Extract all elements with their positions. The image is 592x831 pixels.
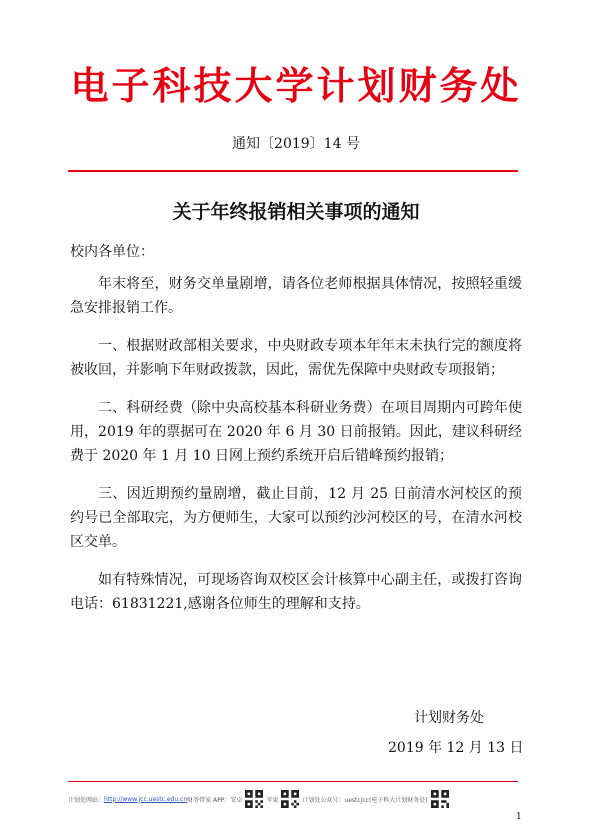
footer [68, 788, 528, 810]
signature: 计划财务处 [414, 710, 484, 726]
header-divider [68, 170, 518, 172]
notice-title: 关于年终报销相关事项的通知 [172, 201, 420, 223]
paragraph-item-2: 二、科研经费（除中央高校基本科研业务费）在项目周期内可跨年使用，2019 年的票据可在 2020 年 6 月 30 日前报销。因此，建议科研经费于 2020 年 1 月 10 日网上预约系统开启后错峰预约报销； [70, 400, 522, 464]
apple-label: 苹果 [266, 796, 279, 804]
android-qr-code-icon [245, 790, 263, 808]
footer-divider [68, 781, 518, 782]
website-label: 计划处网站： [68, 796, 105, 804]
app-label: 财务管家 APP：安卓 [187, 796, 243, 804]
ios-qr-code-icon [281, 790, 299, 808]
paragraph-item-1: 一、根据财政部相关要求，中央财政专项本年年末未执行完的额度将被收回，并影响下年财政拨款，因此，需优先保障中央财政专项报销； [70, 338, 522, 378]
website-link[interactable]: http://www.jcc.uestc.edu.cn [104, 795, 188, 803]
notice-body [70, 240, 522, 630]
wechat-qr-code-icon [431, 790, 449, 808]
paragraph-intro: 年末将至，财务交单量剧增，请各位老师根据具体情况，按照轻重缓急安排报销工作。 [70, 276, 522, 316]
document-number: 通知〔2019〕14 号 [232, 136, 360, 152]
paragraph-item-3: 三、因近期预约量剧增，截止目前，12 月 25 日前清水河校区的预约号已全部取完，为方便师生，大家可以预约沙河校区的号，在清水河校区交单。 [70, 486, 522, 550]
salutation: 校内各单位： [70, 244, 154, 260]
wechat-label: 计划处公众号：uestcjcc(电子科大计划财务处) [302, 796, 428, 804]
paragraph-contact: 如有特殊情况，可现场咨询双校区会计核算中心副主任，或拨打咨询电话：61831221,感谢各位师生的理解和支持。 [70, 572, 522, 612]
signature-date: 2019 年 12 月 13 日 [388, 740, 524, 756]
page-number: 1 [516, 812, 522, 822]
organization-title: 电子科技大学计划财务处 [70, 64, 522, 108]
